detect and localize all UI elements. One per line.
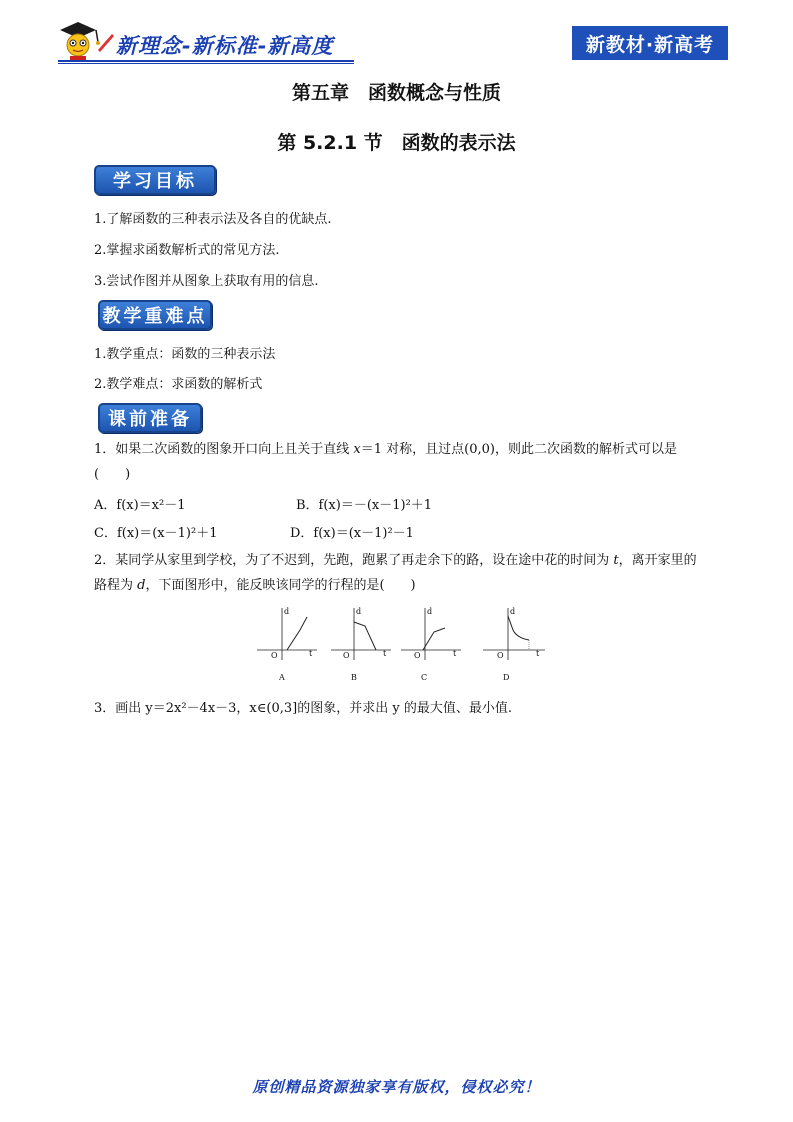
question-1: 1．如果二次函数的图象开口向上且关于直线 x＝1 对称，且过点(0,0)，则此二次函数的解析式可以是( ) — [94, 442, 677, 482]
graph-c-label: C — [421, 673, 428, 682]
graph-b-origin: O — [343, 651, 350, 660]
header-underline-thin — [58, 63, 354, 64]
keypoint-item: 1.教学重点：函数的三种表示法 — [94, 347, 276, 362]
q1-option-a: A．f(x)＝x²－1 — [94, 498, 186, 513]
brand-badge: 新教材·新高考 — [572, 26, 728, 60]
keypoint-item: 2.教学难点：求函数的解析式 — [94, 377, 263, 392]
graph-a — [257, 607, 317, 682]
goal-item: 1.了解函数的三种表示法及各自的优缺点. — [94, 212, 332, 227]
section-title: 第 5.2.1 节 函数的表示法 — [277, 132, 516, 154]
mascot-logo-icon — [56, 20, 116, 62]
graph-a-label: A — [279, 673, 285, 682]
graph-d — [483, 607, 545, 682]
question-2: 2．某同学从家里到学校，为了不迟到，先跑，跑累了再走余下的路，设在途中花的时间为 t，离开家里的路程为 d，下面图形中，能反映该同学的行程的是( ) — [94, 553, 697, 593]
graph-b-axis-d: d — [356, 607, 362, 616]
q1-option-c: C．f(x)＝(x－1)²＋1 — [94, 526, 218, 541]
section-tag-keypoints: 教学重难点 — [98, 300, 212, 330]
graph-a-axis-t: t — [309, 649, 313, 658]
goal-item: 3.尝试作图并从图象上获取有用的信息. — [94, 274, 319, 289]
graph-d-label: D — [503, 673, 510, 682]
goal-item: 2.掌握求函数解析式的常见方法. — [94, 243, 280, 258]
header-slogan: 新理念-新标准-新高度 — [116, 34, 334, 58]
section-tag-prep: 课前准备 — [98, 403, 202, 433]
graph-b-label: B — [351, 673, 357, 682]
question-3: 3．画出 y＝2x²－4x－3，x∈(0,3]的图象，并求出 y 的最大值、最小值. — [94, 701, 512, 716]
graph-c — [401, 607, 461, 682]
section-tag-goals: 学习目标 — [94, 165, 216, 195]
graph-d-origin: O — [497, 651, 504, 660]
q2-graphs — [255, 604, 555, 686]
graph-c-axis-d: d — [427, 607, 433, 616]
graph-c-axis-t: t — [453, 649, 457, 658]
q1-option-b: B．f(x)＝－(x－1)²＋1 — [296, 498, 433, 513]
header-underline — [58, 60, 354, 62]
graph-b — [331, 607, 391, 682]
graph-d-axis-d: d — [510, 607, 516, 616]
chapter-title: 第五章 函数概念与性质 — [291, 82, 501, 104]
q1-option-d: D．f(x)＝(x－1)²－1 — [290, 526, 414, 541]
graph-b-axis-t: t — [383, 649, 387, 658]
graph-a-axis-d: d — [284, 607, 290, 616]
graph-a-origin: O — [271, 651, 278, 660]
footer-copyright: 原创精品资源独家享有版权，侵权必究！ — [252, 1078, 541, 1096]
graph-c-origin: O — [414, 651, 421, 660]
graph-d-axis-t: t — [536, 649, 540, 658]
